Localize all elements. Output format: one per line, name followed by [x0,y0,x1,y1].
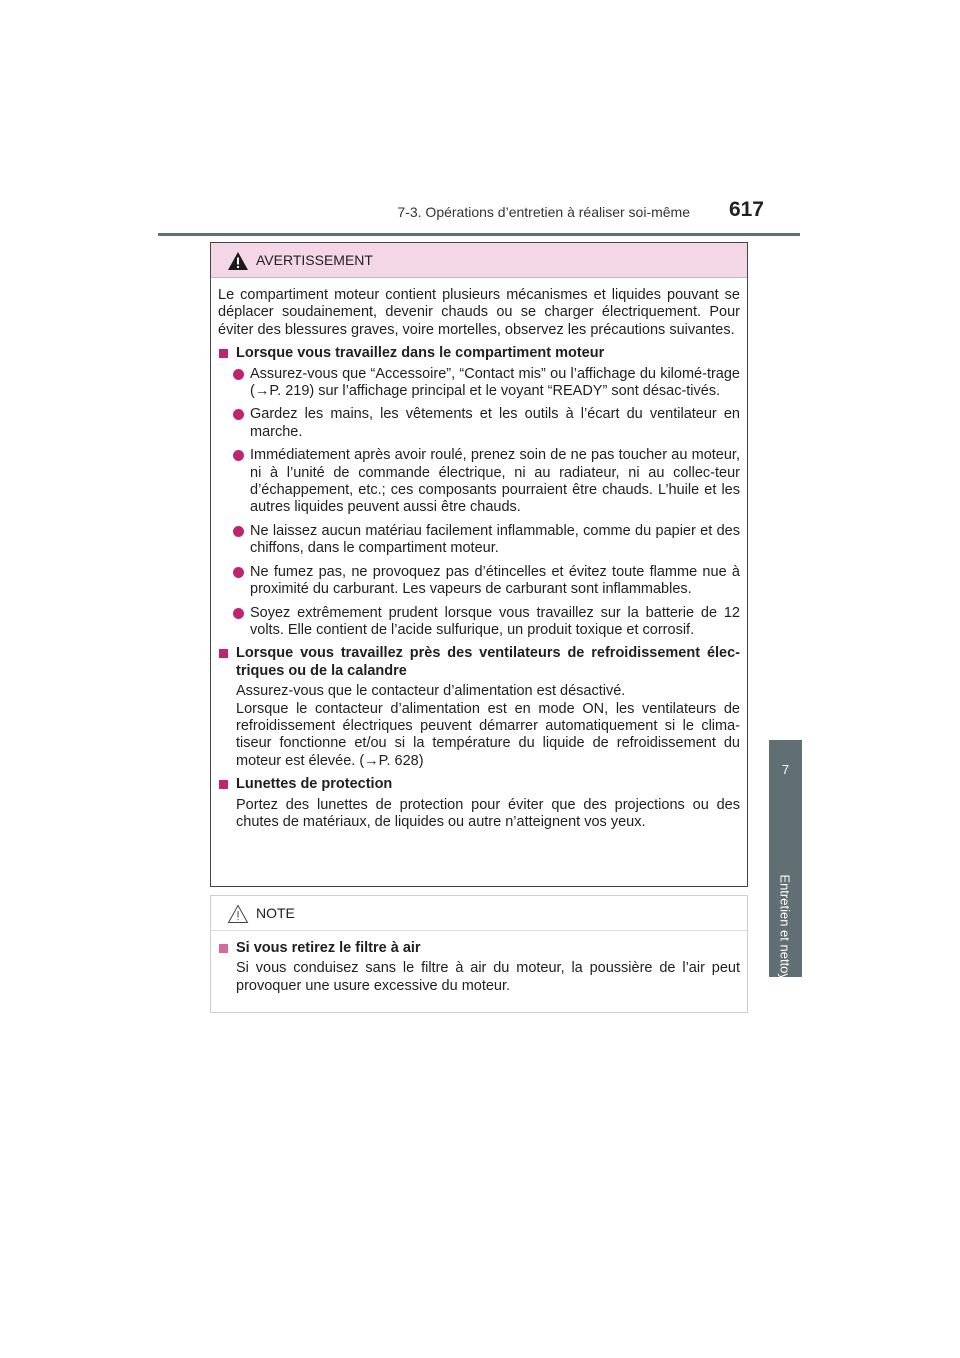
section-title: 7-3. Opérations d’entretien à réaliser soi-même [397,204,690,220]
warning-bullet [218,447,740,517]
note-box [210,895,748,1013]
circle-bullet-icon [233,567,244,578]
chapter-label: Entretien et nettoyage [777,874,793,1002]
warning-bullet [218,366,740,401]
heading-text: Lorsque vous travaillez près des ventilateurs de refroidissement élec-triques ou de la calandre [236,645,740,679]
warning-heading-engine [218,345,740,362]
circle-bullet-icon [233,369,244,380]
bullet-text: Immédiatement après avoir roulé, prenez soin de ne pas toucher au moteur, ni à l’unité de commande électrique, ni au radiateur, ni au collec-teur d’échappement, etc.; ces composants pourraient être chauds. L’huile et les autres liquides peuvent aussi être chauds. [250,447,740,516]
circle-bullet-icon [233,608,244,619]
circle-bullet-icon [233,409,244,420]
warning-box [210,242,748,887]
note-title: NOTE [256,905,295,921]
bullet-text: Ne laissez aucun matériau facilement inflammable, comme du papier et des chiffons, dans le compartiment moteur. [250,522,740,557]
goggles-text: Portez des lunettes de protection pour éviter que des projections ou des chutes de matériaux, de liquides ou autre n’atteignent vos yeux. [236,796,740,830]
fans-line-1: Assurez-vous que le contacteur d’alimentation est désactivé. [236,683,626,700]
bullet-text: Ne fumez pas, ne provoquez pas d’étincelles et évitez toute flamme nue à proximité du carburant. Les vapeurs de carburant sont inflammables. [250,563,740,598]
warning-heading-goggles [218,776,740,793]
square-bullet-icon [219,349,228,358]
heading-text: Si vous retirez le filtre à air [236,940,421,956]
circle-bullet-icon [233,526,244,537]
note-header [211,896,747,931]
chapter-tab [769,740,802,1002]
bullet-text: Gardez les mains, les vêtements et les outils à l’écart du ventilateur en marche. [250,406,740,440]
warning-bullet [218,523,740,558]
warning-title: AVERTISSEMENT [256,252,373,268]
warning-bullet [218,564,740,599]
warning-heading-fans [218,645,740,680]
warning-triangle-icon [227,251,249,271]
warning-intro: Le compartiment moteur contient plusieurs mécanismes et liquides pouvant se déplacer soudainement, devenir chauds ou se charger électriquement. Pour éviter des blessures graves, voire mortelles, observez les précautions suivantes. [218,287,740,338]
note-text: Si vous conduisez sans le filtre à air du moteur, la poussière de l’air peut provoquer une usure excessive du moteur. [236,960,740,994]
fans-line-2: Lorsque le contacteur d’alimentation est en mode ON, les ventilateurs de refroidissement électriques peuvent démarrer automatiquement si le clima-tiseur fonctionne et/ou si la température du liquide de refroidissement du moteur est élevée. (→P. 628) [236,700,740,769]
warning-bullet [218,605,740,640]
fans-text [218,683,740,770]
circle-bullet-icon [233,450,244,461]
header-divider [158,233,800,236]
note-heading [218,940,740,957]
bullet-text: Assurez-vous que “Accessoire”, “Contact mis” ou l’affichage du kilomé-trage (→P. 219) sur l’affichage principal et le voyant “READY” sont désac-tivés. [250,365,740,400]
chapter-number: 7 [781,762,790,777]
warning-body [211,278,747,831]
bullet-text: Soyez extrêmement prudent lorsque vous travaillez sur la batterie de 12 volts. Elle contient de l’acide sulfurique, un produit toxique et corrosif. [250,604,740,638]
page-number: 617 [728,198,764,221]
square-bullet-icon [219,649,228,658]
warning-bullet [218,406,740,441]
caution-triangle-icon [227,904,249,924]
heading-text: Lorsque vous travaillez dans le compartiment moteur [236,345,605,362]
heading-text: Lunettes de protection [236,776,393,793]
square-bullet-icon [219,780,228,789]
square-bullet-icon [219,944,228,953]
warning-header [211,243,747,278]
note-body [211,931,747,995]
